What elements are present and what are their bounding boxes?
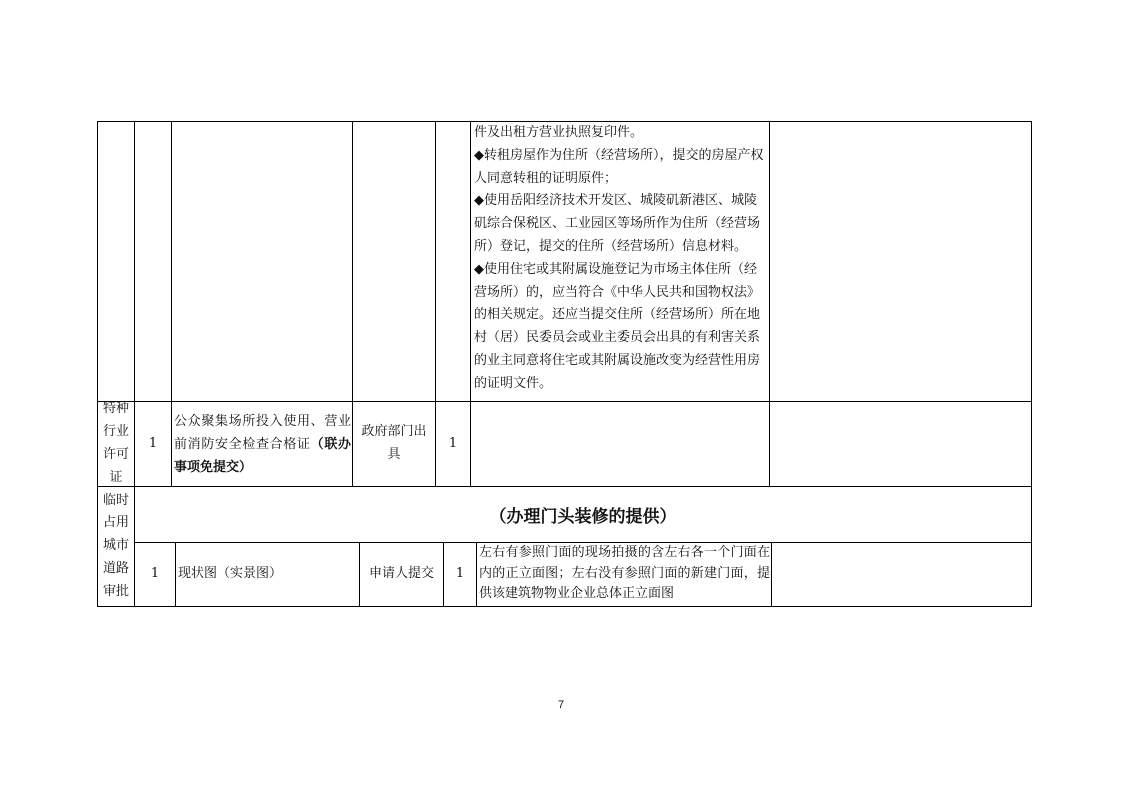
- block2-category-cell: [98, 402, 134, 486]
- requirement-item: ◆使用岳阳经济技术开发区、城陵矶新港区、城陵矶综合保税区、工业园区等场所作为住所（经营场所）登记，提交的住所（经营场所）信息材料。: [474, 193, 761, 254]
- material-name: 现状图（实景图）: [178, 566, 283, 582]
- sequence-number: 1: [150, 566, 160, 582]
- requirement-item: ◆使用住宅或其附属设施登记为市场主体住所（经营场所）的，应当符合《中华人民共和国物权法》的相关规定。还应当提交住所（经营场所）所在地村（居）民委员会或业主委员会出具的有利害关系的业主同意将住宅或其附属设施改变为经营性用房的证明文件。: [474, 261, 761, 391]
- block2-source-cell: [353, 402, 435, 486]
- requirements-text: 左右有参照门面的现场拍摄的含左右各一个门面在内的正立面图；左右没有参照门面的新建门面，提供该建筑物物业企业总体正立面图: [479, 545, 770, 601]
- block3-requirements-cell: [477, 543, 771, 606]
- section-heading: [135, 487, 1031, 542]
- block3-material-cell: [176, 543, 359, 606]
- requirement-item: ◆转租房屋作为住所（经营场所），提交的房屋产权人同意转租的证明原件；: [474, 147, 764, 186]
- copies-count: 1: [455, 566, 465, 582]
- block2-seq-cell: [135, 402, 171, 486]
- block1-requirements-cell: [472, 122, 768, 396]
- page-number-text: 7: [557, 699, 565, 711]
- block2-copies-cell: [436, 402, 470, 486]
- copies-count: 1: [448, 435, 458, 451]
- block2-requirements-cell: [471, 402, 769, 486]
- block3-category-cell: [98, 487, 134, 606]
- material-source: 申请人提交: [368, 566, 434, 582]
- block3-source-cell: [360, 543, 443, 606]
- material-name: 公众聚集场所投入使用、营业前消防安全检查合格证: [174, 414, 351, 452]
- block3-remarks-cell: [772, 543, 1031, 606]
- material-source: 政府部门出具: [361, 424, 427, 462]
- page-number: [541, 697, 581, 713]
- material-note: （联办事项免提交）: [174, 436, 351, 475]
- block3-copies-cell: [444, 543, 476, 606]
- block2-remarks-cell: [770, 402, 1031, 486]
- category-label: 特种行业许可证: [102, 401, 129, 485]
- section-heading-text: （办理门头装修的提供）: [489, 507, 677, 527]
- sequence-number: 1: [148, 435, 158, 451]
- requirement-item: 件及出租方营业执照复印件。: [474, 125, 644, 140]
- category-label: 临时占用城市道路审批: [102, 492, 129, 599]
- block2-material-cell: [172, 402, 352, 486]
- block3-seq-cell: [135, 543, 175, 606]
